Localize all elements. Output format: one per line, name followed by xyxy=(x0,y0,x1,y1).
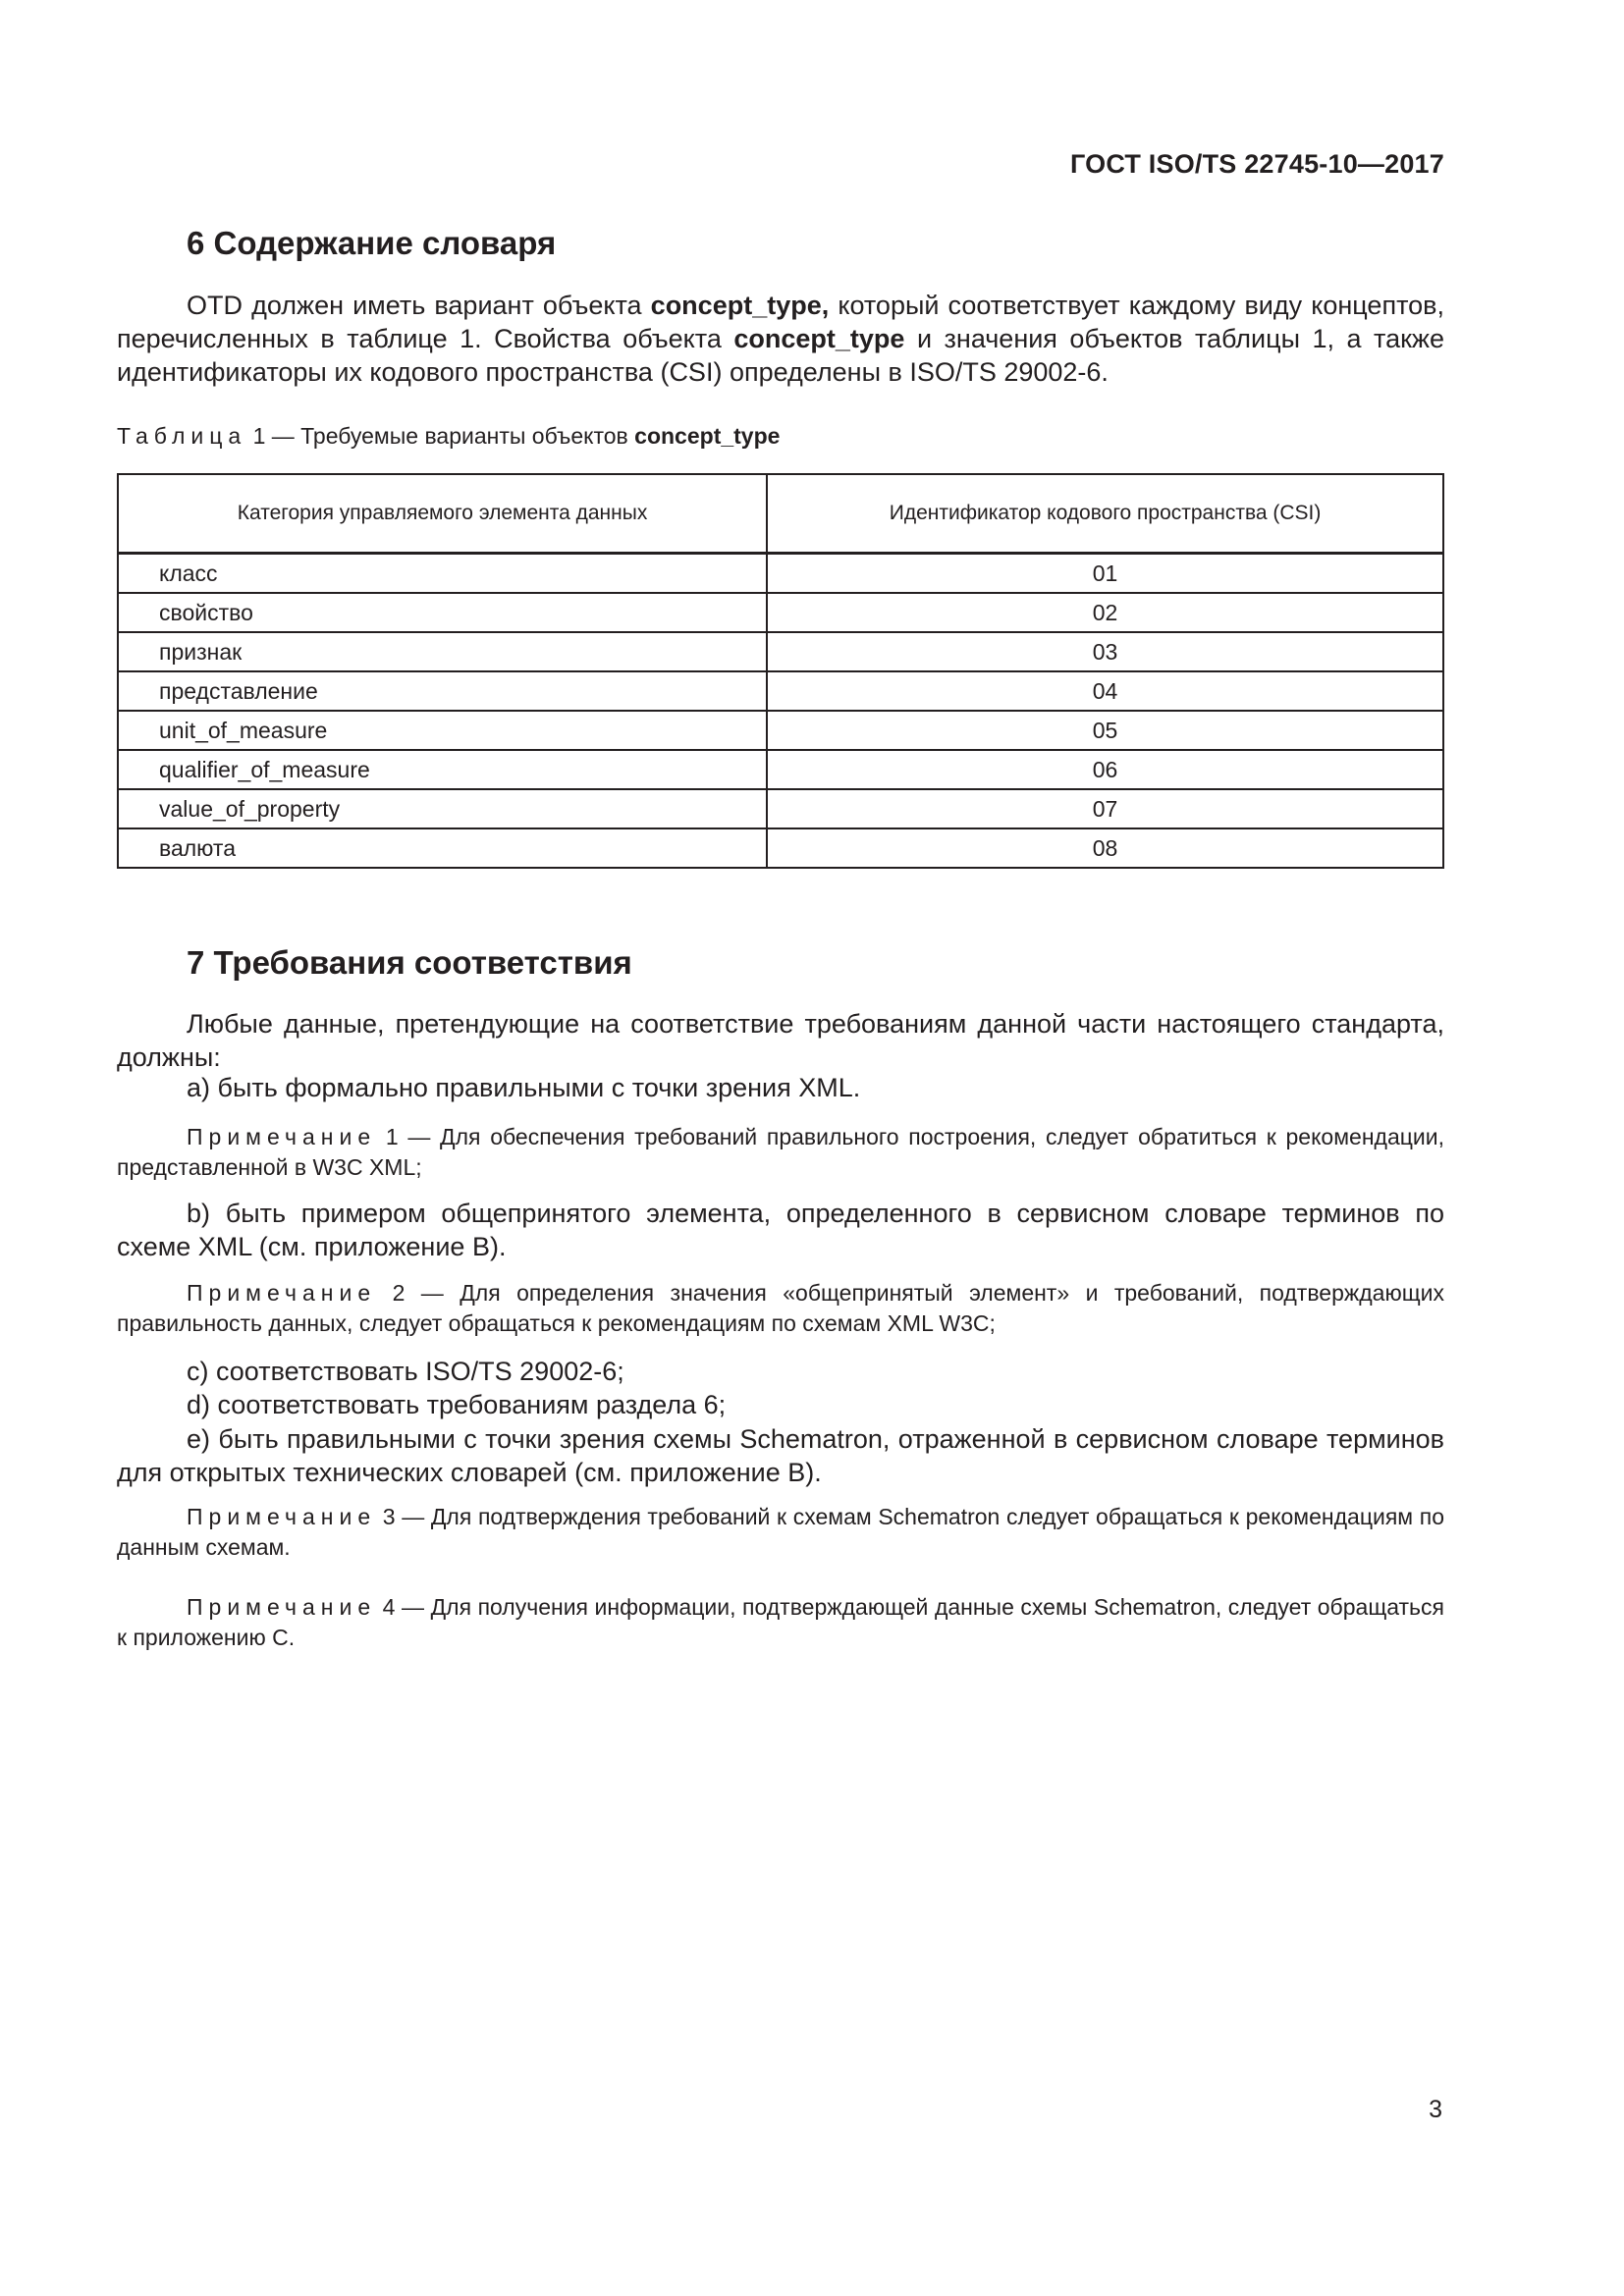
table-row xyxy=(118,750,1443,789)
table-cell-csi: 08 xyxy=(767,828,1443,868)
item-b-text: b) быть примером общепринятого элемента, определенного в сервисном словаре терминов по схеме XML (см. приложение B). xyxy=(117,1199,1444,1261)
table-cell-category: признак xyxy=(118,632,767,671)
table-cell-csi: 02 xyxy=(767,593,1443,632)
standard-code: ГОСТ ISO/TS 22745-10—2017 xyxy=(1070,149,1444,179)
note-2 xyxy=(117,1278,1444,1339)
table-header-csi: Идентификатор кодового пространства (CSI) xyxy=(767,474,1443,554)
table-row xyxy=(118,711,1443,750)
table-row xyxy=(118,593,1443,632)
table-cell-csi: 04 xyxy=(767,671,1443,711)
table-1-caption xyxy=(117,423,780,450)
table-cell-csi: 03 xyxy=(767,632,1443,671)
section-6-paragraph xyxy=(117,289,1444,389)
table-row xyxy=(118,828,1443,868)
table-cell-csi: 07 xyxy=(767,789,1443,828)
table-cell-category: валюта xyxy=(118,828,767,868)
table-cell-csi: 01 xyxy=(767,554,1443,594)
item-a: a) быть формально правильными с точки зрения XML. xyxy=(187,1073,861,1102)
table-row xyxy=(118,632,1443,671)
section-6-title: 6 Содержание словаря xyxy=(187,225,557,261)
section-7-intro-text: Любые данные, претендующие на соответствие требованиям данной части настоящего стандарта, должны: xyxy=(117,1009,1444,1072)
table-cell-category: value_of_property xyxy=(118,789,767,828)
table-cell-category: класс xyxy=(118,554,767,594)
table-row xyxy=(118,789,1443,828)
section-7-intro xyxy=(117,1007,1444,1074)
section-7-title: 7 Требования соответствия xyxy=(187,944,632,981)
table-cell-csi: 06 xyxy=(767,750,1443,789)
item-d: d) соответствовать требованиям раздела 6; xyxy=(187,1390,727,1419)
item-e-text: e) быть правильными с точки зрения схемы Schematron, отраженной в сервисном словаре терминов для открытых технических словарей (см. приложение B). xyxy=(117,1424,1444,1487)
table-cell-category: свойство xyxy=(118,593,767,632)
table-caption-bold: concept_type xyxy=(634,423,781,449)
note-3 xyxy=(117,1502,1444,1563)
note-1 xyxy=(117,1122,1444,1183)
note-2-label: Примечание xyxy=(187,1280,377,1306)
table-caption-text: 1 — Требуемые варианты объектов xyxy=(246,423,635,449)
note-4-label: Примечание xyxy=(187,1594,377,1620)
note-3-label: Примечание xyxy=(187,1504,377,1529)
table-row xyxy=(118,554,1443,594)
table-row xyxy=(118,671,1443,711)
table-cell-category: unit_of_measure xyxy=(118,711,767,750)
table-cell-csi: 05 xyxy=(767,711,1443,750)
s6-bold-1: concept_type, xyxy=(650,291,830,320)
table-caption-label: Таблица xyxy=(117,423,247,449)
s6-text-3: и значения объектов таблицы 1, а также идентификаторы их кодового пространства (CSI) определены в ISO/TS 29002-6. xyxy=(117,324,1444,387)
note-4-text: 4 — Для получения информации, подтверждающей данные схемы Schematron, следует обращаться к приложению C. xyxy=(117,1594,1444,1650)
table-header-row xyxy=(118,474,1443,554)
note-1-text: 1 — Для обеспечения требований правильного построения, следует обратиться к рекомендации, представленной в W3C XML; xyxy=(117,1124,1444,1180)
page-number: 3 xyxy=(1429,2096,1442,2123)
note-3-text: 3 — Для подтверждения требований к схемам Schematron следует обращаться к рекомендациям по данным схемам. xyxy=(117,1504,1444,1560)
s6-bold-2: concept_type xyxy=(733,324,905,353)
item-b xyxy=(117,1197,1444,1263)
item-c: c) соответствовать ISO/TS 29002-6; xyxy=(187,1357,624,1386)
s6-text-1: OTD должен иметь вариант объекта xyxy=(187,291,651,320)
table-cell-category: представление xyxy=(118,671,767,711)
table-header-category: Категория управляемого элемента данных xyxy=(118,474,767,554)
note-1-label: Примечание xyxy=(187,1124,377,1149)
s6-text-2: который соответствует каждому виду концептов, перечисленных в таблице 1. Свойства объекта xyxy=(117,291,1444,353)
table-1 xyxy=(117,473,1444,869)
table-cell-category: qualifier_of_measure xyxy=(118,750,767,789)
item-e xyxy=(117,1422,1444,1489)
note-2-text: 2 — Для определения значения «общепринятый элемент» и требований, подтверждающих правильность данных, следует обращаться к рекомендациям по схемам XML W3C; xyxy=(117,1280,1444,1336)
note-4 xyxy=(117,1592,1444,1653)
